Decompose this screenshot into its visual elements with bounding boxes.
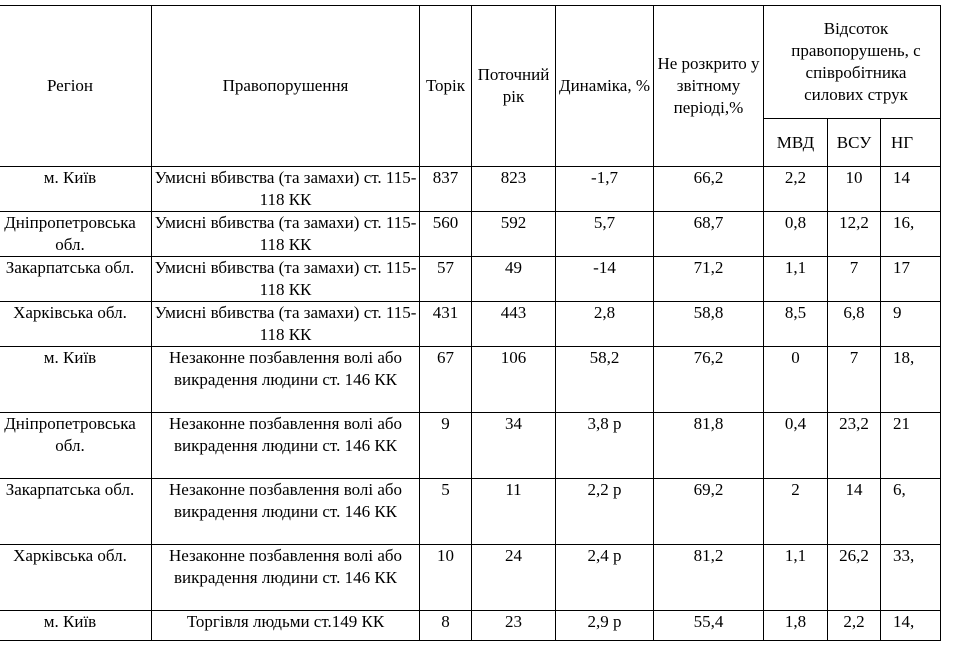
cell-region: м. Київ [0, 611, 152, 641]
cell-offense: Незаконне позбавлення волі або викрадення людини ст. 146 КК [152, 479, 420, 545]
header-offense: Правопорушення [152, 6, 420, 167]
cell-vsu: 10 [828, 167, 881, 212]
header-dynamics: Динаміка, % [556, 6, 654, 167]
cell-vsu: 26,2 [828, 545, 881, 611]
cell-ngu: 18, [881, 347, 941, 413]
cell-current-year: 24 [472, 545, 556, 611]
cell-offense: Незаконне позбавлення волі або викрадення людини ст. 146 КК [152, 347, 420, 413]
cell-last-year: 431 [420, 302, 472, 347]
cell-vsu: 14 [828, 479, 881, 545]
cell-offense: Умисні вбивства (та замахи) ст. 115-118 КК [152, 302, 420, 347]
table-row [0, 167, 941, 212]
cell-ngu: 14 [881, 167, 941, 212]
cell-dynamics: 2,2 р [556, 479, 654, 545]
cell-vsu: 12,2 [828, 212, 881, 257]
cell-ngu: 33, [881, 545, 941, 611]
table-row [0, 347, 941, 413]
header-mvd: МВД [764, 119, 828, 167]
cell-mvd: 8,5 [764, 302, 828, 347]
cell-region: Закарпатська обл. [0, 479, 152, 545]
cell-unsolved: 81,2 [654, 545, 764, 611]
cell-offense: Незаконне позбавлення волі або викрадення людини ст. 146 КК [152, 545, 420, 611]
cell-ngu: 9 [881, 302, 941, 347]
cell-unsolved: 76,2 [654, 347, 764, 413]
cell-dynamics: 3,8 р [556, 413, 654, 479]
cell-mvd: 2,2 [764, 167, 828, 212]
cell-offense: Умисні вбивства (та замахи) ст. 115-118 КК [152, 257, 420, 302]
cell-last-year: 5 [420, 479, 472, 545]
cell-dynamics: -1,7 [556, 167, 654, 212]
table-row [0, 257, 941, 302]
cell-current-year: 34 [472, 413, 556, 479]
cell-current-year: 592 [472, 212, 556, 257]
cell-mvd: 0,8 [764, 212, 828, 257]
cell-mvd: 2 [764, 479, 828, 545]
cell-unsolved: 66,2 [654, 167, 764, 212]
cell-unsolved: 55,4 [654, 611, 764, 641]
cell-mvd: 0,4 [764, 413, 828, 479]
cell-region: Дніпропетровська обл. [0, 212, 152, 257]
cell-vsu: 2,2 [828, 611, 881, 641]
table-row [0, 413, 941, 479]
cell-unsolved: 68,7 [654, 212, 764, 257]
cell-dynamics: 58,2 [556, 347, 654, 413]
cell-current-year: 106 [472, 347, 556, 413]
cell-dynamics: 5,7 [556, 212, 654, 257]
cell-mvd: 0 [764, 347, 828, 413]
cell-vsu: 23,2 [828, 413, 881, 479]
cell-offense: Умисні вбивства (та замахи) ст. 115-118 КК [152, 167, 420, 212]
cell-current-year: 823 [472, 167, 556, 212]
cell-region: Дніпропетровська обл. [0, 413, 152, 479]
cell-current-year: 49 [472, 257, 556, 302]
crime-statistics-table [0, 5, 941, 641]
cell-offense: Умисні вбивства (та замахи) ст. 115-118 КК [152, 212, 420, 257]
cell-current-year: 23 [472, 611, 556, 641]
cell-vsu: 6,8 [828, 302, 881, 347]
table-row [0, 302, 941, 347]
header-percent-group [764, 6, 941, 119]
header-region: Регіон [0, 6, 152, 167]
cell-offense: Торгівля людьми ст.149 КК [152, 611, 420, 641]
cell-unsolved: 69,2 [654, 479, 764, 545]
cell-last-year: 10 [420, 545, 472, 611]
header-unsolved: Не розкрито у звітному періоді,% [654, 6, 764, 167]
cell-current-year: 443 [472, 302, 556, 347]
table-row [0, 611, 941, 641]
cell-current-year: 11 [472, 479, 556, 545]
cell-unsolved: 81,8 [654, 413, 764, 479]
cell-ngu: 6, [881, 479, 941, 545]
cell-last-year: 57 [420, 257, 472, 302]
cell-ngu: 14, [881, 611, 941, 641]
cell-last-year: 67 [420, 347, 472, 413]
cell-ngu: 21 [881, 413, 941, 479]
cell-mvd: 1,1 [764, 545, 828, 611]
cell-dynamics: 2,8 [556, 302, 654, 347]
table-row [0, 479, 941, 545]
cell-last-year: 8 [420, 611, 472, 641]
header-last-year: Торік [420, 6, 472, 167]
cell-region: м. Київ [0, 167, 152, 212]
cell-offense: Незаконне позбавлення волі або викрадення людини ст. 146 КК [152, 413, 420, 479]
cell-mvd: 1,8 [764, 611, 828, 641]
table-body [0, 167, 941, 641]
cell-last-year: 837 [420, 167, 472, 212]
cell-last-year: 9 [420, 413, 472, 479]
cell-ngu: 16, [881, 212, 941, 257]
header-ngu: НГ [881, 119, 941, 167]
cell-region: Харківська обл. [0, 302, 152, 347]
cell-ngu: 17 [881, 257, 941, 302]
cell-dynamics: 2,9 р [556, 611, 654, 641]
cell-mvd: 1,1 [764, 257, 828, 302]
cell-vsu: 7 [828, 347, 881, 413]
table-row [0, 545, 941, 611]
header-percent-group-text: Відсоток правопорушень, с співробітника силових струк [791, 19, 921, 104]
cell-unsolved: 58,8 [654, 302, 764, 347]
cell-region: Харківська обл. [0, 545, 152, 611]
cell-last-year: 560 [420, 212, 472, 257]
header-vsu: ВСУ [828, 119, 881, 167]
table-row [0, 212, 941, 257]
header-current-year: Поточний рік [472, 6, 556, 167]
cell-unsolved: 71,2 [654, 257, 764, 302]
cell-region: м. Київ [0, 347, 152, 413]
cell-dynamics: 2,4 р [556, 545, 654, 611]
cell-vsu: 7 [828, 257, 881, 302]
cell-dynamics: -14 [556, 257, 654, 302]
cell-region: Закарпатська обл. [0, 257, 152, 302]
